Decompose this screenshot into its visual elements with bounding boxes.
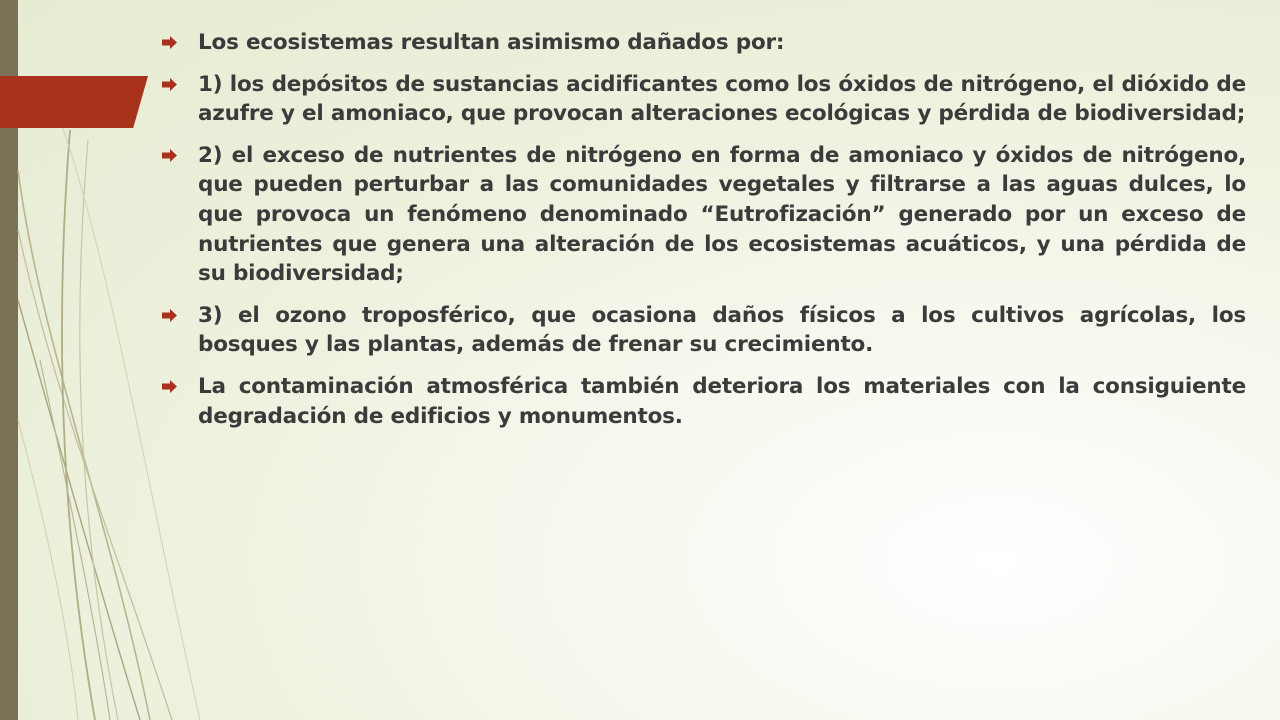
arrow-bullet-icon — [162, 149, 177, 162]
bullet-text: 3) el ozono troposférico, que ocasiona daños físicos a los cultivos agrícolas, los bosques y las plantas, además de frenar su crecimiento. — [198, 302, 1246, 358]
bullet-text: La contaminación atmosférica también deteriora los materiales con la consiguiente degradación de edificios y monumentos. — [198, 373, 1246, 429]
bullet-item — [160, 372, 1246, 431]
bullet-item — [160, 70, 1246, 129]
bullet-item — [160, 141, 1246, 289]
arrow-bullet-icon — [162, 309, 177, 322]
bullet-item — [160, 301, 1246, 360]
arrow-bullet-icon — [162, 380, 177, 393]
bullet-text: 1) los depósitos de sustancias acidificantes como los óxidos de nitrógeno, el dióxido de azufre y el amoniaco, que provocan alteraciones ecológicas y pérdida de biodiversidad; — [198, 71, 1246, 127]
arrow-bullet-icon — [162, 78, 177, 91]
bullet-list — [160, 28, 1246, 443]
accent-tab — [0, 76, 148, 128]
bullet-text: 2) el exceso de nutrientes de nitrógeno en forma de amoniaco y óxidos de nitrógeno, que pueden perturbar a las comunidades vegetales y filtrarse a las aguas dulces, lo que provoca un fenómeno denominado “Eutrofización” generado por un exceso de nutrientes que genera una alteración de los ecosistemas acuáticos, y una pérdida de su biodiversidad; — [198, 142, 1246, 287]
arrow-bullet-icon — [162, 36, 177, 49]
bullet-text: Los ecosistemas resultan asimismo dañados por: — [198, 30, 785, 55]
bullet-item — [160, 28, 1246, 58]
